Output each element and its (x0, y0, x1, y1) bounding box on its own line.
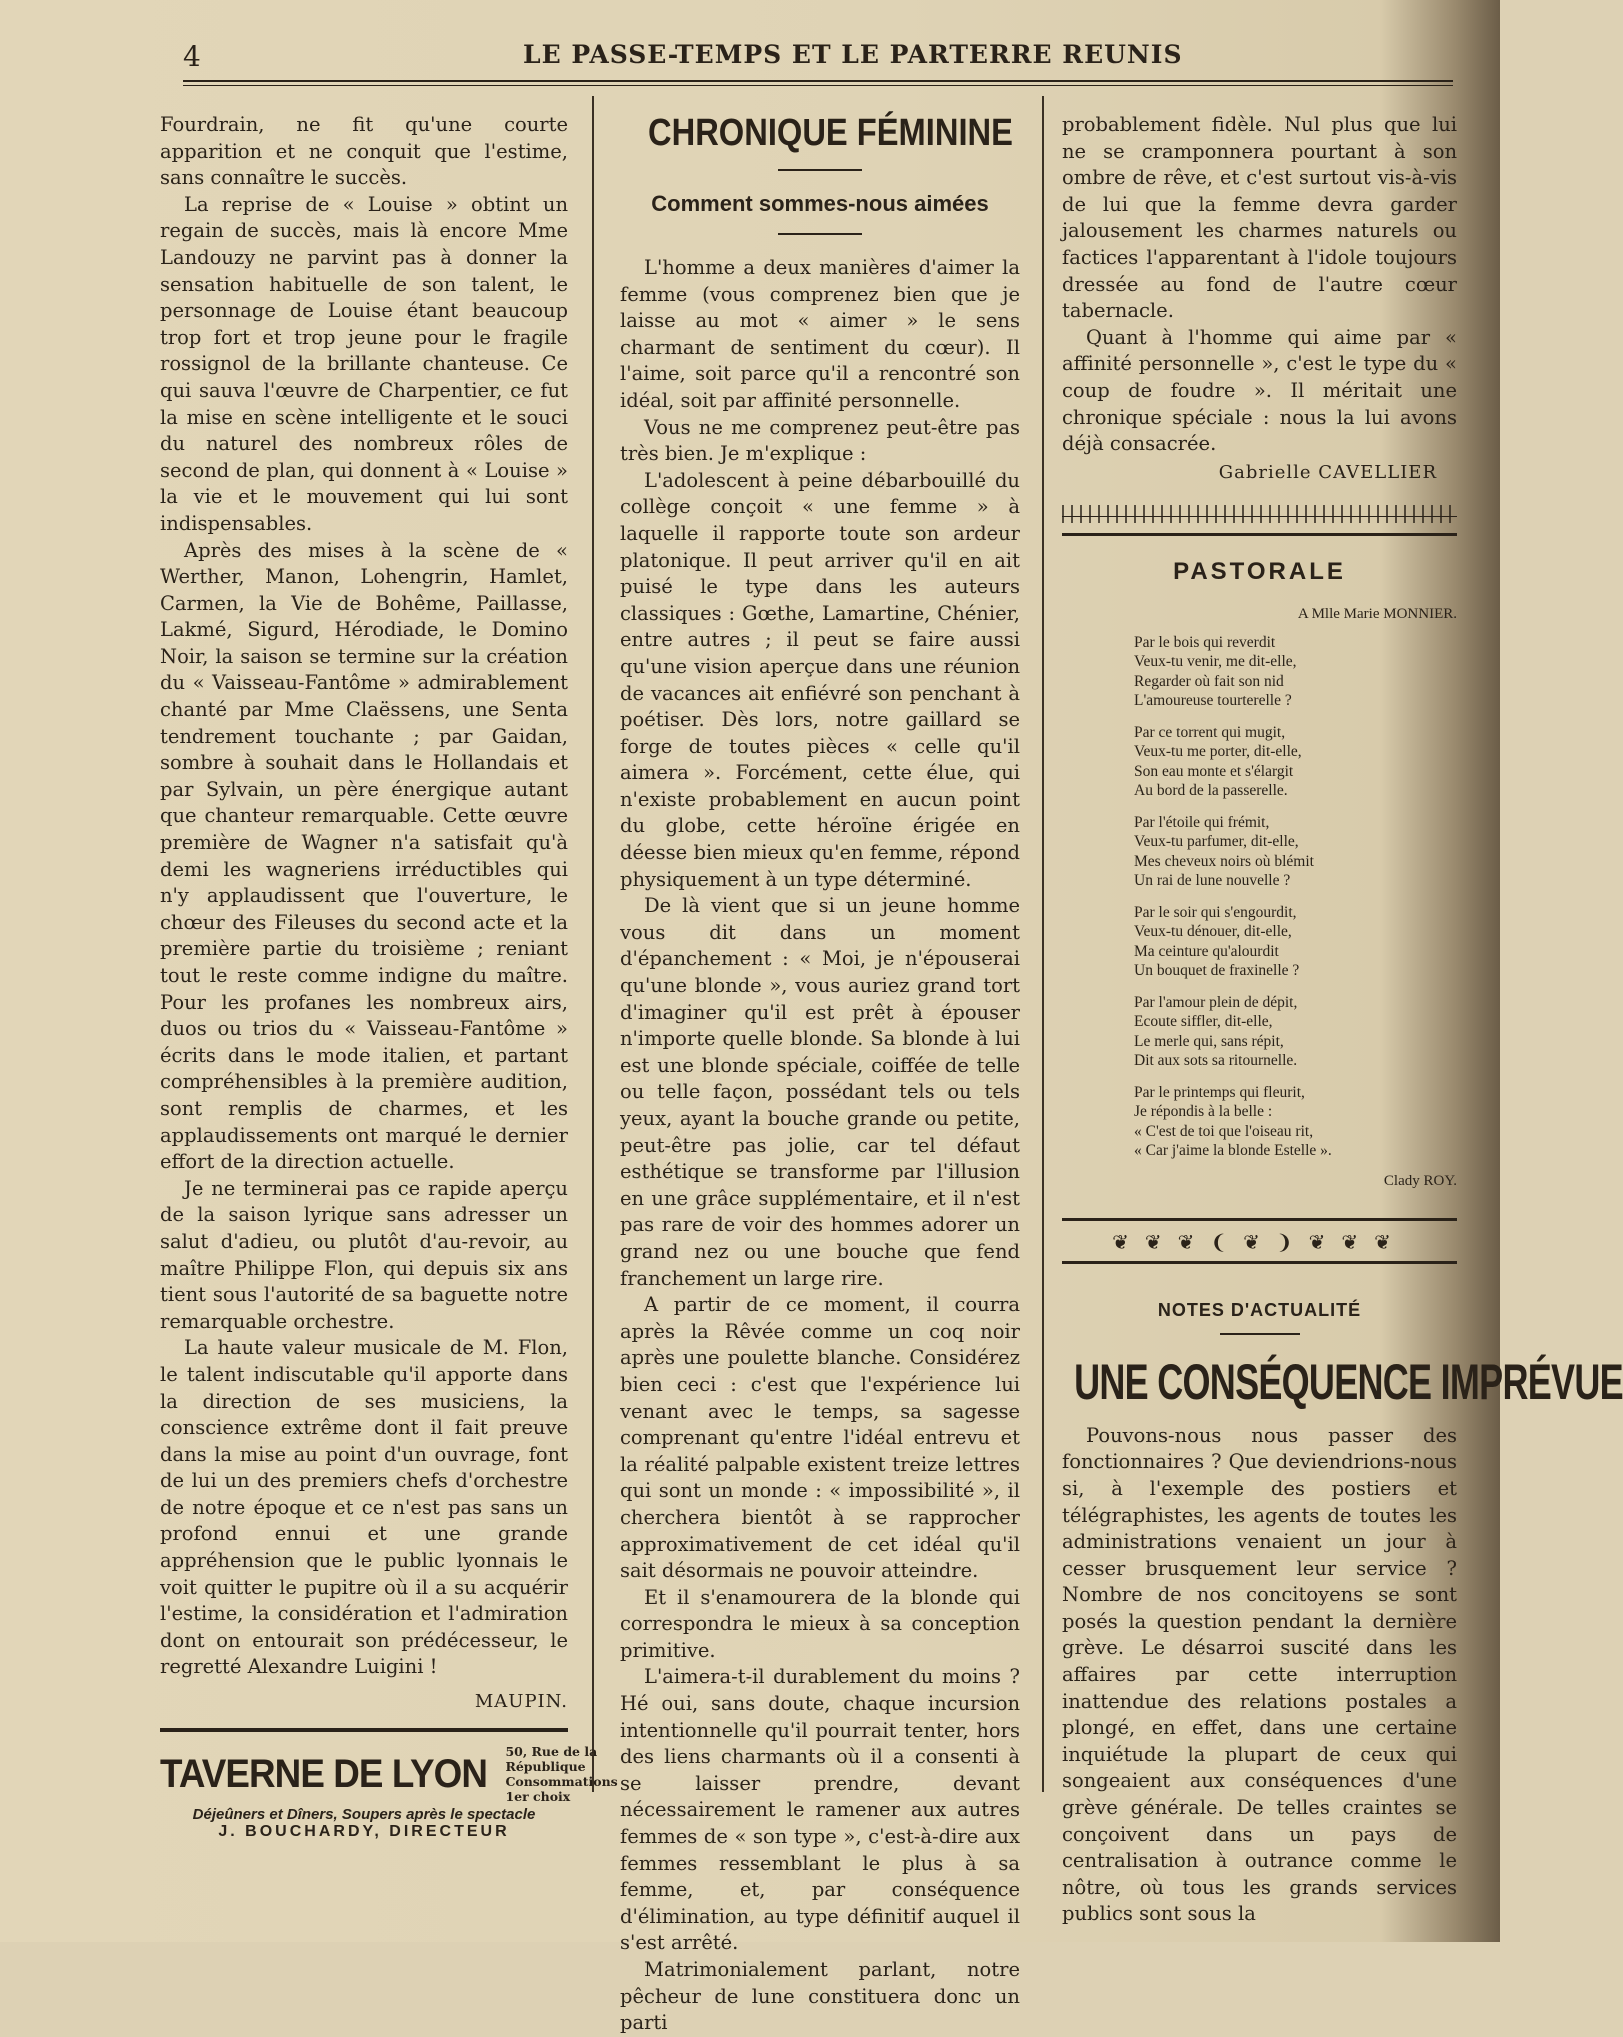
poem-stanza (1134, 993, 1457, 1071)
advert-address-line: 50, Rue de la République (505, 1744, 598, 1775)
subtitle-rule (778, 233, 862, 235)
header-rule (183, 80, 1453, 82)
poem-line: Par le soir qui s'engourdit, (1134, 903, 1297, 921)
column-divider-left (592, 96, 594, 1792)
paragraph: Matrimonialement parlant, notre pêcheur de lune constituera donc un parti (620, 1958, 1020, 2035)
poem (1062, 633, 1457, 1161)
poem-line: Ma ceinture qu'alourdit (1134, 942, 1279, 960)
paragraph: Quant à l'homme qui aime par « affinité personnelle », c'est le type du « coup de foudre ». Il méritait une chronique spéciale : nous la lui avons déjà consacrée. (1062, 325, 1457, 456)
page-header (183, 40, 1453, 90)
poem-line: Un rai de lune nouvelle ? (1134, 872, 1291, 890)
poem-line: Au bord de la passerelle. (1134, 782, 1288, 800)
poem-line: Mes cheveux noirs où blémit (1134, 852, 1314, 870)
paragraph: De là vient que si un jeune homme vous dit dans un moment d'épanchement : « Moi, je n'épouserai qu'une blonde », vous auriez grand tort d'imaginer qu'il est prêt à épouser n'importe quelle blonde. Sa blonde à lui est une blonde spéciale, coiffée de telle ou telle façon, possédant tels ou tels yeux, ayant la bouche grande ou petite, peut-être pas jolie, car tel défaut esthétique se transforme par l'illusion en une grâce supplémentaire, et il n'est pas rare de voir des hommes adorer un grand nez ou une bouche que fend franchement un large rire. (620, 894, 1020, 1290)
paragraph: La reprise de « Louise » obtint un regain de succès, mais là encore Mme Landouzy ne parvint pas à donner la sensation habituelle de son talent, le personnage de Louise étant beaucoup trop fort et trop jeune pour le fragile rossignol de la brillante chanteuse. Ce qui sauva l'œuvre de Charpentier, ce fut la mise en scène intelligente et le souci du naturel des nombreux rôles de second de plan, qui donnent à « Louise » la vie et le mouvement qui lui sont indispensables. (160, 192, 568, 535)
poem-line: Ecoute siffler, dit-elle, (1134, 1013, 1273, 1031)
paragraph: L'aimera-t-il durablement du moins ? Hé oui, sans doute, chaque incursion intentionnelle qu'il pourrait tenter, hors des liens charmants où il a consenti à se laisser prendre, devant nécessairement le ramener aux autres femmes de « son type », c'est-à-dire aux femmes ressemblant le plus à sa femme, et, par conséquence d'élimination, au type définitif auquel il s'est arrêté. (620, 1665, 1020, 1955)
pastorale-dedication: A Mlle Marie MONNIER. (1297, 605, 1457, 622)
chronique-title: CHRONIQUE FÉMININE (648, 112, 1013, 154)
paragraph: L'homme a deux manières d'aimer la femme (vous comprenez bien que je laisse au mot « aimer » le sens charmant de sentiment du cœur). Il l'aime, soit parce qu'il a rencontré son idéal, soit par affinité personnelle. (620, 256, 1020, 412)
paragraph: L'adolescent à peine débarbouillé du collège conçoit « une femme » à laquelle il rapporte toute son ardeur platonique. Il peut arriver qu'il en ait puisé le type dans les auteurs classiques : Gœthe, Lamartine, Chénier, entre autres ; il peut se faire aussi qu'une vision aperçue dans une réunion de vacances ait enfiévré son penchant à poétiser. Dès lors, notre gaillard se forge de toutes pièces « celle qu'il aimera ». Forcément, cette élue, qui n'existe probablement en aucun point du globe, cette héroïne érigée en déesse bien mieux qu'en femme, répond physiquement à un type déterminé. (620, 468, 1020, 891)
poem-line: Par l'amour plein de dépit, (1134, 993, 1298, 1011)
poem-line: Par l'étoile qui frémit, (1134, 813, 1270, 831)
author-signature: MAUPIN. (474, 1691, 568, 1713)
poem-stanza (1134, 633, 1457, 711)
paragraph: Je ne terminerai pas ce rapide aperçu de la saison lyrique sans adresser un salut d'adieu, ou plutôt d'au-revoir, au maître Philippe Flon, qui depuis six ans tient sous l'autorité de sa baguette notre remarquable orchestre. (160, 1176, 568, 1333)
poem-line: Par ce torrent qui mugit, (1134, 723, 1286, 741)
poem-line: « C'est de toi que l'oiseau rit, (1134, 1122, 1314, 1140)
poem-stanza (1134, 723, 1457, 801)
poem-line: Son eau monte et s'élargit (1134, 762, 1294, 780)
decorative-border (1062, 501, 1457, 536)
paragraph: A partir de ce moment, il courra après la Rêvée comme un coq noir après une poulette blanche. Considérez bien ceci : c'est que l'expérience lui venant avec le temps, sa sagesse comprenant qu'entre l'idéal entrevu et la réalité palpable existent treize lettres qui sont un monde : « impossibilité », il cherchera bientôt à se rapprocher approximativement de cet idéal qu'il sait désormais ne pouvoir atteindre. (620, 1293, 1020, 1583)
poem-stanza (1134, 903, 1457, 981)
paragraph: La haute valeur musicale de M. Flon, le talent indiscutable qu'il apporte dans la direction de ses musiciens, la conscience extrême dont il fait preuve dans la mise au point d'un ouvrage, font de lui un des premiers chefs d'orchestre de notre époque et ce n'est pas sans un profond ennui et une grande appréhension que le public lyonnais le voit quitter le pupitre où il a su acquérir l'estime, la considération et l'admiration dont on entourait son prédécesseur, le regretté Alexandre Luigini ! (160, 1336, 568, 1679)
header-rule-thin (183, 85, 1453, 86)
advert-name: TAVERNE DE LYON (160, 1751, 488, 1796)
advertisement (160, 1728, 618, 1841)
advert-director: J. BOUCHARDY, DIRECTEUR (218, 1823, 510, 1841)
left-column (160, 112, 618, 1841)
advert-address (505, 1744, 617, 1804)
poem-stanza (1134, 1083, 1457, 1161)
poem-line: Veux-tu me porter, dit-elle, (1134, 743, 1302, 761)
poem-stanza (1134, 813, 1457, 891)
poem-line: Regarder où fait son nid (1134, 672, 1284, 690)
poem-line: Un bouquet de fraxinelle ? (1134, 962, 1300, 980)
poem-line: Le merle qui, sans répit, (1134, 1032, 1284, 1050)
page-number: 4 (183, 40, 201, 73)
middle-column (620, 112, 1020, 2037)
poem-line: Par le printemps qui fleurit, (1134, 1083, 1305, 1101)
pastorale-title: PASTORALE (1173, 557, 1346, 585)
paragraph: Fourdrain, ne fit qu'une courte apparition et ne conquit que l'estime, sans connaître le succès. (160, 113, 568, 190)
poem-line: Veux-tu venir, me dit-elle, (1134, 653, 1297, 671)
poem-line: Veux-tu dénouer, dit-elle, (1134, 923, 1292, 941)
paragraph: Et il s'enamourera de la blonde qui correspondra le mieux à sa conception primitive. (620, 1585, 1020, 1662)
title-rule (778, 169, 862, 171)
chronique-subtitle: Comment sommes-nous aimées (651, 191, 989, 216)
column-divider-right (1042, 96, 1044, 1792)
article-title: UNE CONSÉQUENCE IMPRÉVUE (1074, 1353, 1623, 1410)
advert-address-line: Consommations 1er choix (505, 1774, 618, 1805)
right-column (1062, 112, 1623, 1928)
advert-tagline: Déjeûners et Dîners, Soupers après le spectacle (192, 1806, 536, 1824)
poem-line: Par le bois qui reverdit (1134, 633, 1276, 651)
poem-line: « Car j'aime la blonde Estelle ». (1134, 1142, 1332, 1160)
notes-section-title: NOTES D'ACTUALITÉ (1157, 1299, 1362, 1320)
notes-rule (1220, 1333, 1300, 1335)
paragraph: probablement fidèle. Nul plus que lui ne se cramponnera pourtant à son ombre de rêve, et c'est surtout vis-à-vis de lui que la femme devra garder jalousement les charmes naturels ou factices l'apparentant à l'idole toujours dressée au fond de l'autre cœur tabernacle. (1062, 113, 1457, 323)
running-title: LE PASSE-TEMPS ET LE PARTERRE REUNIS (523, 40, 1183, 69)
paragraph: Après des mises à la scène de « Werther, Manon, Lohengrin, Hamlet, Carmen, la Vie de Bohême, Paillasse, Lakmé, Sigurd, Hérodiade, le Domino Noir, la saison se termine sur la création du « Vaisseau-Fantôme » admirablement chanté par Mme Claëssens, une Senta tendrement touchante ; par Gaidan, sombre à souhait dans le Hollandais et par Sylvain, un père énergique autant que chanteur remarquable. Cette œuvre première de Wagner n'a satisfait qu'à demi les wagneriens irréductibles qui n'y applaudissent que l'ouverture, le chœur des Fileuses du second acte et la première partie du troisième ; reniant tout le reste comme indigne du maître. Pour les profanes les nombreux airs, duos ou trios du « Vaisseau-Fantôme » écrits dans le mode italien, et partant compréhensibles à la première audition, sont remplis de charmes, et les applaudissements ont marqué le dernier effort de la direction actuelle. (160, 538, 568, 1174)
chronique-signature: Gabrielle CAVELLIER (1218, 461, 1437, 483)
poem-line: Veux-tu parfumer, dit-elle, (1134, 833, 1299, 851)
poem-line: Je répondis à la belle : (1134, 1103, 1273, 1121)
fleuron-icon: ❦❦❦❨❦❩❦❦❦ (1112, 1229, 1407, 1254)
paragraph: Vous ne me comprenez peut-être pas très bien. Je m'explique : (620, 415, 1020, 466)
poem-author: Clady ROY. (1383, 1172, 1457, 1189)
poem-line: Dit aux sots sa ritournelle. (1134, 1052, 1298, 1070)
paragraph: Pouvons-nous nous passer des fonctionnaires ? Que deviendrions-nous si, à l'exemple des postiers et télégraphistes, les agents de toutes les administrations venaient un jour à cesser brusquement leur service ? Nombre de nos concitoyens se sont posés la question pendant la dernière grève. Le désarroi suscité dans les affaires par cette interruption inattendue des relations postales a plongé, en effet, dans une certaine inquiétude la plupart de ceux qui songeaient aux conséquences d'une grève générale. De telles craintes se conçoivent dans un pays de centralisation à outrance comme le nôtre, où tous les grands services publics sont sous la (1062, 1423, 1457, 1926)
poem-line: L'amoureuse tourterelle ? (1134, 692, 1292, 710)
decorative-ornament (1062, 1212, 1457, 1270)
